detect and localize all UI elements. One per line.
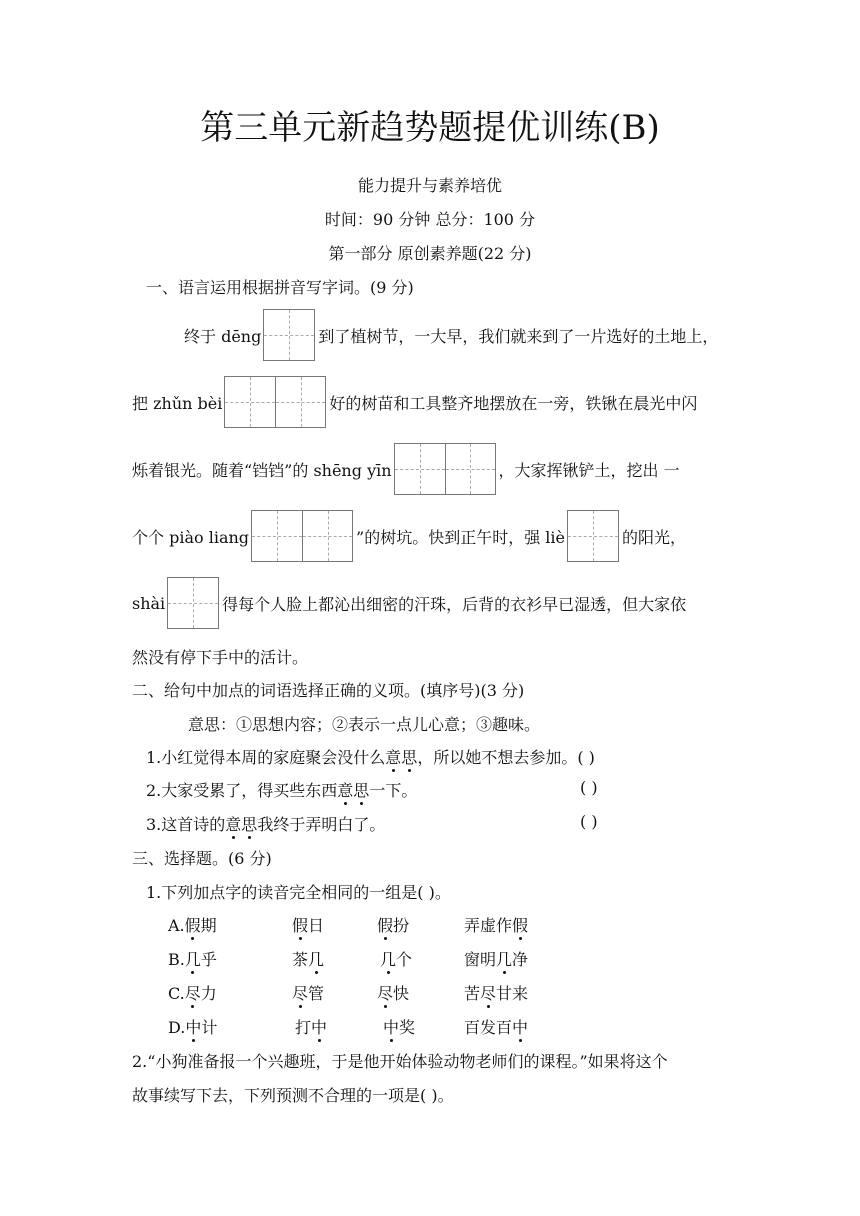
q2-meanings: 意思：①思想内容；②表示一点儿心意；③趣味。 bbox=[188, 715, 541, 734]
q2-heading: 二、给句中加点的词语选择正确的义项。(填序号)(3 分) bbox=[132, 681, 525, 700]
subtitle: 能力提升与素养培优 bbox=[357, 176, 502, 195]
option-d-word4: 百发百中 bbox=[464, 1018, 529, 1037]
q3-heading: 三、选择题。(6 分) bbox=[132, 849, 272, 868]
option-a-word2: 假日 bbox=[292, 916, 325, 935]
q2-sentence-3: 3.这首诗的意思我终于弄明白了。 bbox=[146, 815, 386, 834]
answer-box-shai[interactable] bbox=[167, 577, 219, 629]
q1-line1: 终于 dēng 到了植树节，一大早，我们就来到了一片选好的土地上， bbox=[184, 309, 789, 361]
answer-box-zhunbei[interactable] bbox=[224, 376, 326, 428]
option-b-word2: 茶几 bbox=[292, 950, 325, 969]
q3-question-1: 1.下列加点字的读音完全相同的一组是( )。 bbox=[146, 883, 451, 902]
option-a-word4: 弄虚作假 bbox=[464, 916, 529, 935]
option-c[interactable]: C.尽力 bbox=[168, 984, 217, 1003]
option-b-word4: 窗明几净 bbox=[464, 950, 529, 969]
option-c-word4: 苦尽甘来 bbox=[464, 984, 529, 1003]
q1-line5: shài 得每个人脸上都沁出细密的汗珠，后背的衣衫早已湿透，但大家依 bbox=[132, 577, 737, 629]
option-c-word3: 尽快 bbox=[377, 984, 410, 1003]
answer-paren-3[interactable]: ( ) bbox=[580, 812, 598, 831]
q1-line2: 把 zhǔn bèi 好的树苗和工具整齐地摆放在一旁，铁锹在晨光中闪 bbox=[132, 376, 737, 428]
q2-sentence-1: 1.小红觉得本周的家庭聚会没什么意思，所以她不想去参加。( ) bbox=[146, 748, 595, 767]
option-b[interactable]: B.几乎 bbox=[168, 950, 217, 969]
answer-box-deng[interactable] bbox=[263, 309, 315, 361]
q1-line6: 然没有停下手中的活计。 bbox=[132, 648, 309, 667]
option-d-word2: 打中 bbox=[295, 1018, 328, 1037]
answer-box-lie[interactable] bbox=[567, 510, 619, 562]
part-heading: 第一部分 原创素养题(22 分) bbox=[328, 244, 532, 263]
option-b-word3: 几个 bbox=[380, 950, 413, 969]
q3-question-2-line1: 2.“小狗准备报一个兴趣班，于是他开始体验动物老师们的课程。”如果将这个 bbox=[132, 1052, 668, 1071]
answer-box-shengyin[interactable] bbox=[394, 443, 496, 495]
option-d[interactable]: D.中计 bbox=[168, 1018, 218, 1037]
page-title: 第三单元新趋势题提优训练(B) bbox=[200, 108, 660, 148]
answer-paren-2[interactable]: ( ) bbox=[580, 778, 598, 797]
option-a-word3: 假扮 bbox=[377, 916, 410, 935]
option-c-word2: 尽管 bbox=[292, 984, 325, 1003]
option-a[interactable]: A.假期 bbox=[168, 916, 217, 935]
answer-box-piaoliang[interactable] bbox=[251, 510, 353, 562]
option-d-word3: 中奖 bbox=[383, 1018, 416, 1037]
q1-line4: 个个 piào liang ”的树坑。快到正午时，强 liè 的阳光， bbox=[132, 510, 737, 562]
time-info: 时间：90 分钟 总分：100 分 bbox=[324, 210, 536, 229]
q1-line3: 烁着银光。随着“铛铛”的 shēng yīn ，大家挥锹铲土，挖出 一 bbox=[132, 443, 737, 495]
q3-question-2-line2: 故事续写下去，下列预测不合理的一项是( )。 bbox=[132, 1086, 454, 1105]
q1-heading: 一、语言运用根据拼音写字词。(9 分) bbox=[146, 278, 414, 297]
q2-sentence-2: 2.大家受累了，得买些东西意思一下。 bbox=[146, 781, 418, 800]
